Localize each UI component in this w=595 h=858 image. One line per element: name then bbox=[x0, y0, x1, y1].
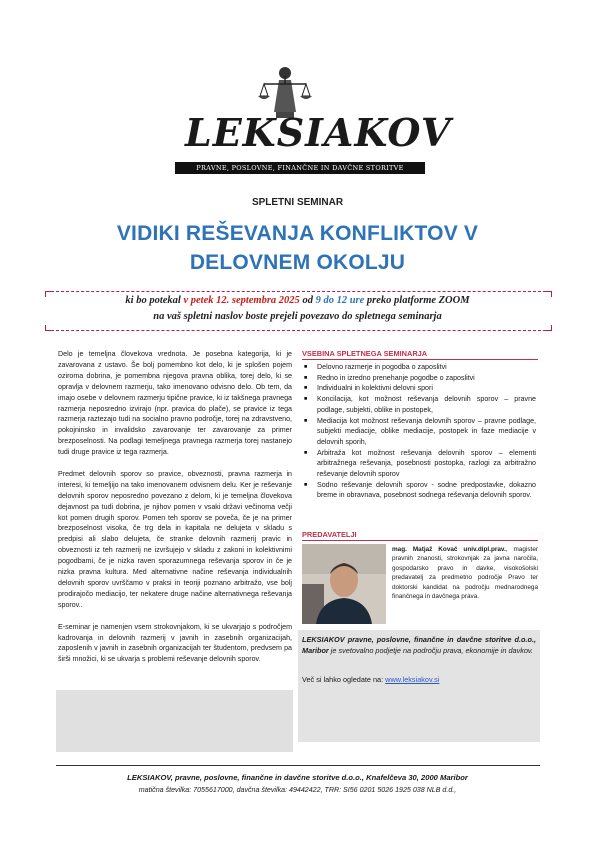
heading-rule bbox=[302, 540, 538, 541]
audience-paragraph: E-seminar je namenjen vsem strokovnjakom, ki se ukvarjajo s področjem kadrovanja in delovnih razmerij v javnih in zasebnih organizacijah, zaposlenih v javnih in zasebnih organizacijah ter študentom, predvsem pa širši množici, ki se ukvarja s problemi reševanje delovnih sporov. bbox=[58, 622, 292, 664]
list-item: ■ Individualni in kolektivni delovni spori bbox=[304, 383, 536, 394]
more-info bbox=[302, 674, 536, 685]
lecturers-heading: PREDAVATELJI bbox=[302, 530, 357, 539]
logo-tagline: PRAVNE, POSLOVNE, FINANČNE IN DAVČNE STORITVE bbox=[175, 162, 425, 174]
list-item: ■ Arbitraža kot možnost reševanja delovnih sporov – elementi arbitražnega reševanja, posebnosti postopka, razlogi za arbitražno reševanje delovnih sporov bbox=[304, 448, 536, 480]
list-item: ■ Koncilacija, kot možnost reševanja delovnih sporov – pravne podlage, subjekti, oblike in postopek, bbox=[304, 394, 536, 415]
footer-address: LEKSIAKOV, pravne, poslovne, finančne in davčne storitve d.o.o., Knafelčeva 30, 2000 Maribor bbox=[127, 773, 468, 782]
footer-rule bbox=[56, 765, 540, 766]
company-text bbox=[302, 634, 536, 656]
list-item: ■ Delovno razmerje in pogodba o zaposlitvi bbox=[304, 362, 536, 373]
lecturer-description: , magister pravnih znanosti, strokovnjak za javna naročila, gospodarsko pravo in davke, visokošolski predavatelj za predmetno področje Pravo ter doktorski kandidat na področju mednarodnega finančnega in davčnega prava. bbox=[392, 546, 539, 601]
content-heading: VSEBINA SPLETNEGA SEMINARJA bbox=[302, 349, 428, 358]
event-time: 9 do 12 ure bbox=[315, 295, 365, 306]
lecturer-bio bbox=[392, 545, 538, 601]
lecturer-photo bbox=[302, 544, 386, 624]
intro-paragraph: Delo je temeljna človekova vrednota. Je posebna kategorija, ki je zavarovana z ustavo. Še bolj pomembno kot delo, ki je splošen pojem oziroma dobrina, je pomembna njegova pravna oblika, torej delo, ki se opravlja v delovnem razmerju, tako imenovano odvisno delo. Ob tem, da imajo osebe v delovnem razmerju tipične pravice, ki iz takšnega pravnega razmerja neposredno izvirajo (npr. pravica do plače), se pravice iz tega razmerja raztezajo tudi na socialno pravno področje, torej na zdravstveno, pokojninsko in invalidsko zavarovanje ter zavarovanje za primer brezposelnosti. Na podlagi temeljnega pravnega razmerja torej nastanejo tudi druge pravice iz tega razmerja. bbox=[58, 350, 292, 457]
topics-list bbox=[304, 362, 536, 501]
footer-registration: matična številka: 7055617000, davčna številka: 49442422, TRR: SI56 0201 5026 1925 038 NLB d.d., bbox=[138, 786, 457, 794]
company-description: je svetovalno podjetje na področju prava, ekonomije in davkov. bbox=[328, 646, 534, 655]
event-text: ki bo potekal bbox=[125, 295, 184, 306]
title-line-2: DELOVNEM OKOLJU bbox=[189, 251, 406, 274]
corner-mark bbox=[546, 325, 552, 331]
intro-paragraph: Predmet delovnih sporov so pravice, obveznosti, pravna razmerja in interesi, ki temeljijo na tako imenovanem odvisnem delu. Ker je reševanje delovnih sporov neposredno povezano z delom, ki je temeljna človekova dejavnost pa tudi dobrina, je njihov pomen v vsaki državi večinoma večji kot pomen drugih sporov. Pomen teh sporov se poveča, če je na primer brezposelnost visoka, če trg dela in kapitala ne delujeta v skladu s predpisi ali slabo delujeta, če stranke delovnih razmerij pravic in obveznosti iz teh razmerij ne izvršujejo v skladu z zakoni in kolektivnimi pogodbami, če je nizka raven sporazumnega reševanja sporov in če je nizka pravna kultura. Med alternativne načine reševanja individualnih delovnih sporov uvrščamo v praksi in teoriji poznano arbitražo, vse bolj prodirajočo mediacijo, ter nekatere druge načine alternativnega reševanja sporov.. bbox=[58, 469, 292, 609]
website-link[interactable]: www.leksiakov.si bbox=[385, 675, 440, 684]
list-item: ■ Mediacija kot možnost reševanja delovnih sporov – pravne podlage, subjekti mediacije, oblike mediacije, postopek in faze mediacije v delovnih sporih, bbox=[304, 416, 536, 448]
portrait-icon bbox=[302, 544, 386, 624]
corner-mark bbox=[45, 325, 51, 331]
event-text: preko platforme ZOOM bbox=[364, 295, 470, 306]
logo-wordmark: LEKSIAKOV bbox=[185, 110, 452, 155]
page-title bbox=[60, 219, 535, 277]
lecturer-name: mag. Matjaž Kovač univ.dipl.prav. bbox=[392, 546, 506, 553]
more-label: Več si lahko ogledate na: bbox=[302, 675, 386, 684]
list-item: ■ Redno in izredno prenehanje pogodbe o zaposlitvi bbox=[304, 373, 536, 384]
company-name: LEKSIAKOV pravne, poslovne, finančne in davčne storitve d.o.o., Maribor bbox=[302, 635, 536, 655]
list-item: ■ Sodno reševanje delovnih sporov - sodne predpostavke, dokazno breme in obravnava, posebnost sodnega reševanja delovnih sporov. bbox=[304, 480, 536, 501]
event-date: v petek 12. septembra 2025 bbox=[183, 295, 300, 306]
intro-text bbox=[58, 349, 292, 676]
title-line-1: VIDIKI REŠEVANJA KONFLIKTOV V bbox=[116, 222, 479, 245]
event-text: od bbox=[299, 295, 316, 306]
heading-rule bbox=[302, 359, 538, 360]
company-logo bbox=[170, 62, 452, 192]
event-line-1 bbox=[0, 295, 595, 306]
audience-highlight bbox=[56, 690, 293, 752]
event-line-2: na vaš spletni naslov boste prejeli povezavo do spletnega seminarja bbox=[153, 311, 442, 322]
seminar-kicker: SPLETNI SEMINAR bbox=[251, 197, 344, 208]
